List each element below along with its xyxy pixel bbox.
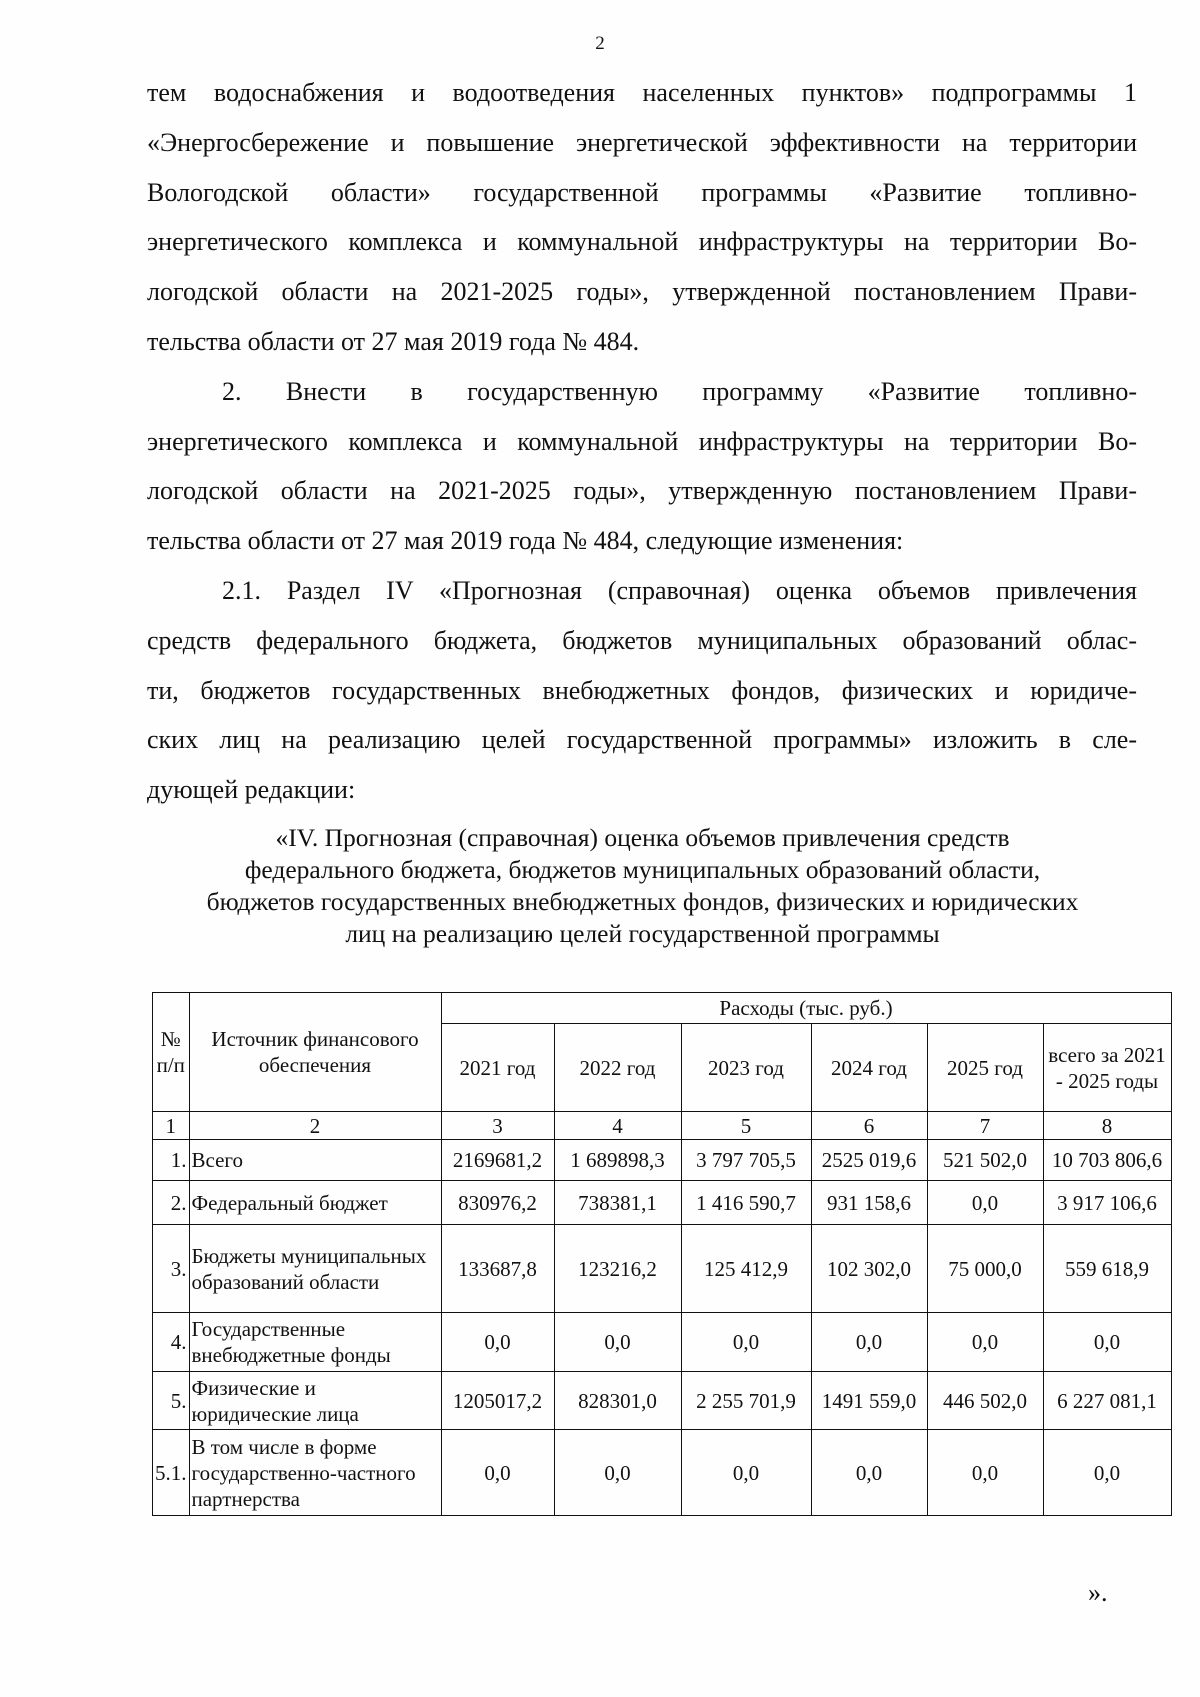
header-year: 2024 год — [811, 1024, 927, 1112]
table-cell: 10 703 806,6 — [1043, 1140, 1171, 1181]
column-number: 5 — [681, 1112, 811, 1140]
row-number: 5.1. — [153, 1430, 190, 1516]
table-cell: 0,0 — [927, 1181, 1043, 1225]
table-cell: 0,0 — [681, 1430, 811, 1516]
table-cell: 446 502,0 — [927, 1372, 1043, 1430]
column-number: 1 — [153, 1112, 190, 1140]
page-number: 2 — [595, 33, 605, 54]
text-line: ти, бюджетов государственных внебюджетных фондов, физических и юридиче- — [147, 675, 1137, 705]
table-cell: 0,0 — [441, 1313, 554, 1372]
table-cell: 2525 019,6 — [811, 1140, 927, 1181]
table-cell: 0,0 — [1043, 1430, 1171, 1516]
column-number-row — [153, 1112, 1172, 1140]
row-source: Физические и юридические лица — [189, 1372, 441, 1430]
column-number: 3 — [441, 1112, 554, 1140]
heading-line: «IV. Прогнозная (справочная) оценка объемов привлечения средств — [275, 823, 1010, 852]
table-cell: 1 416 590,7 — [681, 1181, 811, 1225]
table-cell: 102 302,0 — [811, 1225, 927, 1313]
table-cell: 133687,8 — [441, 1225, 554, 1313]
text-line: тельства области от 27 мая 2019 года № 484, следующие изменения: — [147, 526, 904, 556]
table-cell: 2169681,2 — [441, 1140, 554, 1181]
row-source: В том числе в форме государственно-частного партнерства — [189, 1430, 441, 1516]
table-cell: 3 797 705,5 — [681, 1140, 811, 1181]
header-year: 2023 год — [681, 1024, 811, 1112]
header-source: Источник финансового обеспечения — [189, 993, 441, 1112]
table-cell: 6 227 081,1 — [1043, 1372, 1171, 1430]
table-cell: 521 502,0 — [927, 1140, 1043, 1181]
table-cell: 1205017,2 — [441, 1372, 554, 1430]
financing-table — [152, 992, 1172, 1516]
heading-line: федерального бюджета, бюджетов муниципальных образований области, — [244, 855, 1041, 884]
table-cell: 0,0 — [811, 1313, 927, 1372]
table-cell: 75 000,0 — [927, 1225, 1043, 1313]
header-year: 2025 год — [927, 1024, 1043, 1112]
row-number: 2. — [153, 1181, 190, 1225]
paragraph-1 — [147, 68, 1137, 367]
table-cell: 3 917 106,6 — [1043, 1181, 1171, 1225]
header-number: № п/п — [153, 993, 190, 1112]
table-cell: 0,0 — [927, 1430, 1043, 1516]
closing-quote-mark: ». — [1088, 1578, 1108, 1607]
table-cell: 0,0 — [811, 1430, 927, 1516]
row-source: Всего — [189, 1140, 441, 1181]
column-number: 2 — [189, 1112, 441, 1140]
column-number: 4 — [554, 1112, 681, 1140]
header-year: 2021 год — [441, 1024, 554, 1112]
text-line: энергетического комплекса и коммунальной инфраструктуры на территории Во- — [147, 227, 1137, 257]
table-row — [153, 1181, 1172, 1225]
table-cell: 828301,0 — [554, 1372, 681, 1430]
table-row — [153, 1372, 1172, 1430]
table-cell: 0,0 — [441, 1430, 554, 1516]
text-line: ских лиц на реализацию целей государственной программы» изложить в сле- — [147, 725, 1137, 755]
row-number: 4. — [153, 1313, 190, 1372]
table-cell: 1 689898,3 — [554, 1140, 681, 1181]
section-heading — [150, 822, 1135, 950]
row-source: Государственные внебюджетные фонды — [189, 1313, 441, 1372]
table-row — [153, 1313, 1172, 1372]
paragraph-3 — [147, 566, 1137, 815]
column-number: 8 — [1043, 1112, 1171, 1140]
document-body — [147, 68, 1137, 815]
table-cell: 738381,1 — [554, 1181, 681, 1225]
table-cell: 0,0 — [1043, 1313, 1171, 1372]
table-cell: 125 412,9 — [681, 1225, 811, 1313]
header-expenses: Расходы (тыс. руб.) — [441, 993, 1171, 1024]
row-number: 1. — [153, 1140, 190, 1181]
table-cell: 0,0 — [554, 1430, 681, 1516]
heading-line: лиц на реализацию целей государственной программы — [345, 919, 940, 948]
table-cell: 1491 559,0 — [811, 1372, 927, 1430]
text-line: тельства области от 27 мая 2019 года № 484. — [147, 326, 640, 356]
text-line: 2. Внести в государственную программу «Развитие топливно- — [222, 376, 1137, 406]
row-source: Федеральный бюджет — [189, 1181, 441, 1225]
table-cell: 931 158,6 — [811, 1181, 927, 1225]
table-cell: 830976,2 — [441, 1181, 554, 1225]
paragraph-2 — [147, 367, 1137, 566]
text-line: логодской области на 2021-2025 годы», утвержденной постановлением Прави- — [147, 277, 1137, 307]
row-number: 3. — [153, 1225, 190, 1313]
table-cell: 123216,2 — [554, 1225, 681, 1313]
table-cell: 2 255 701,9 — [681, 1372, 811, 1430]
text-line: энергетического комплекса и коммунальной инфраструктуры на территории Во- — [147, 426, 1137, 456]
text-line: средств федерального бюджета, бюджетов муниципальных образований облас- — [147, 625, 1137, 655]
table-cell: 0,0 — [927, 1313, 1043, 1372]
text-line: логодской области на 2021-2025 годы», утвержденную постановлением Прави- — [147, 476, 1137, 506]
table-row — [153, 1225, 1172, 1313]
column-number: 7 — [927, 1112, 1043, 1140]
table-cell: 0,0 — [554, 1313, 681, 1372]
text-line: «Энергосбережение и повышение энергетической эффективности на территории — [147, 127, 1137, 157]
table-cell: 0,0 — [681, 1313, 811, 1372]
text-line: 2.1. Раздел IV «Прогнозная (справочная) оценка объемов привлечения — [222, 575, 1137, 605]
table-row — [153, 1430, 1172, 1516]
table-row — [153, 1140, 1172, 1181]
text-line: Вологодской области» государственной программы «Развитие топливно- — [147, 177, 1137, 207]
column-number: 6 — [811, 1112, 927, 1140]
heading-line: бюджетов государственных внебюджетных фондов, физических и юридических — [206, 887, 1079, 916]
header-year: 2022 год — [554, 1024, 681, 1112]
row-source: Бюджеты муниципальных образований области — [189, 1225, 441, 1313]
text-line: тем водоснабжения и водоотведения населенных пунктов» подпрограммы 1 — [147, 78, 1137, 107]
header-total: всего за 2021 - 2025 годы — [1043, 1024, 1171, 1112]
row-number: 5. — [153, 1372, 190, 1430]
text-line: дующей редакции: — [147, 775, 356, 805]
table-cell: 559 618,9 — [1043, 1225, 1171, 1313]
